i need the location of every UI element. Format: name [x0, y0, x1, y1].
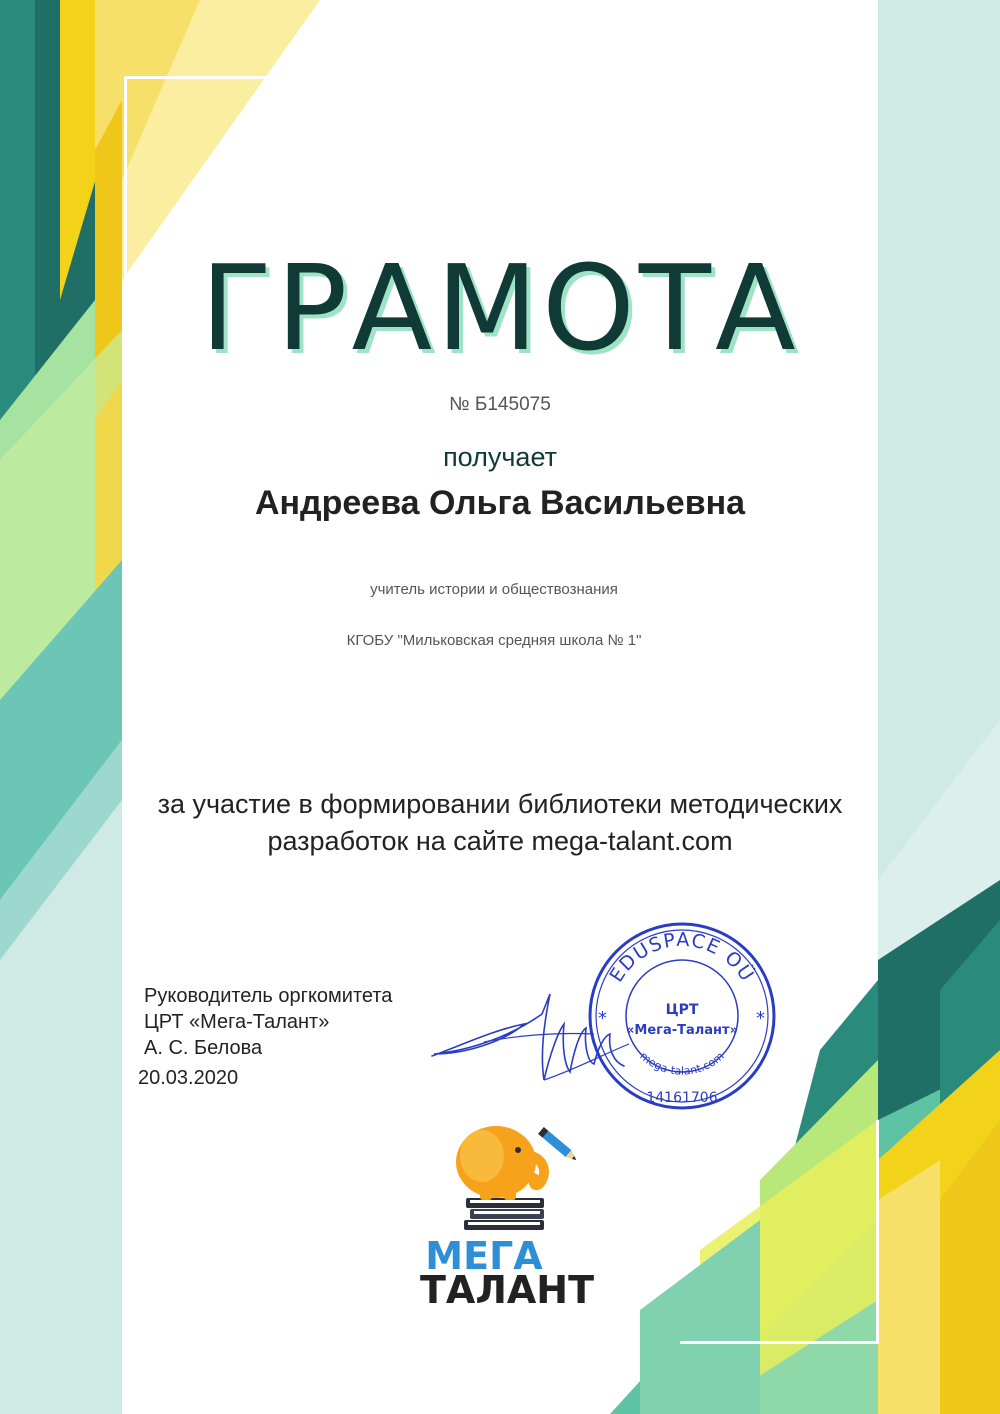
organization-stamp	[584, 918, 780, 1114]
signature-date: 20.03.2020	[138, 1067, 239, 1089]
recipient-name: Андреева Ольга Васильевна	[254, 484, 746, 522]
signatory-role-line-1: Руководитель оргкомитета	[144, 985, 393, 1007]
recipient-position: учитель истории и обществознания	[370, 581, 618, 598]
stamp-bottom-arc: mega-talant.com	[637, 1049, 727, 1078]
stamp-center-line-2: «Мега-Талант»	[626, 1023, 738, 1038]
certificate-title: ГРАМОТА	[200, 239, 800, 377]
stamp-star-right: *	[756, 1008, 765, 1029]
frame-corner-top	[124, 76, 324, 79]
signatory-name: А. С. Белова	[144, 1037, 263, 1059]
award-reason-line-2: разработок на сайте mega-talant.com	[267, 826, 733, 856]
logo-word-talant: ТАЛАНТ	[420, 1268, 595, 1312]
certificate-number: № Б145075	[449, 394, 551, 415]
frame-corner-right	[876, 1120, 879, 1344]
stamp-top-arc: EDUSPACE OÜ	[605, 928, 759, 987]
award-reason	[100, 786, 900, 860]
logo-word-mega: МЕГА	[425, 1234, 543, 1278]
award-reason-line-1: за участие в формировании библиотеки методических	[157, 789, 843, 819]
recipient-organization: КГОБУ "Мильковская средняя школа № 1"	[346, 632, 642, 649]
receives-label: получает	[443, 442, 557, 472]
stamp-star-left: *	[598, 1008, 607, 1029]
signatory-role-line-2: ЦРТ «Мега-Талант»	[144, 1011, 330, 1033]
stamp-code: 14161706	[646, 1090, 718, 1106]
frame-corner-bottom	[680, 1341, 879, 1344]
stamp-center-line-1: ЦРТ	[665, 1002, 699, 1018]
